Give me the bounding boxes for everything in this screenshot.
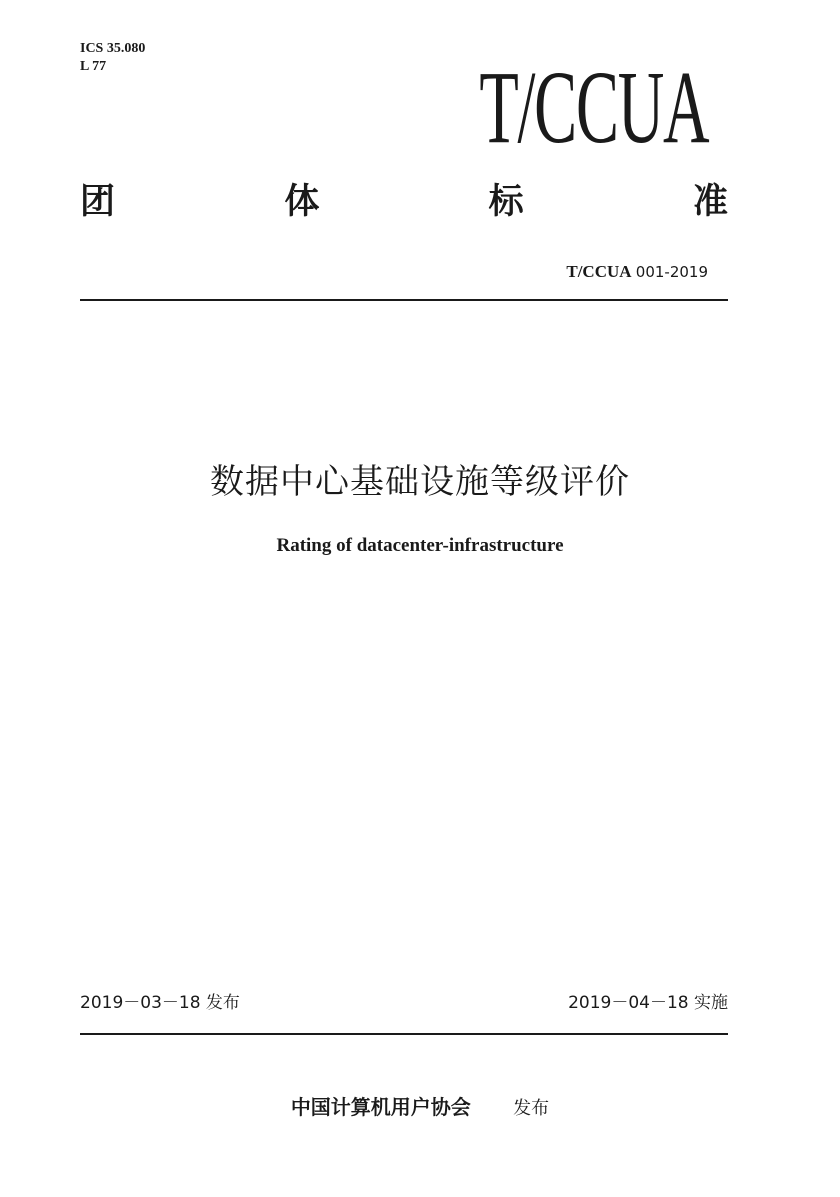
standard-type-heading	[80, 180, 728, 224]
document-title-chinese: 数据中心基础设施等级评价	[210, 462, 630, 502]
bottom-divider	[80, 1033, 728, 1035]
standard-number-value: 001-2019	[635, 263, 708, 281]
publisher-organization: 中国计算机用户协会	[290, 1095, 471, 1119]
standard-type-char: 准	[692, 182, 728, 222]
top-divider	[80, 299, 728, 301]
publisher-line	[0, 1092, 840, 1124]
association-logo-text: T/CCUA	[478, 50, 708, 165]
implementation-date: 2019－04－18 实施	[568, 993, 728, 1013]
ics-code: ICS 35.080	[80, 41, 146, 56]
standard-number-prefix: T/CCUA	[566, 262, 632, 281]
standard-type-char: 体	[284, 182, 320, 222]
standard-type-char: 团	[80, 182, 116, 222]
standard-number	[566, 262, 708, 282]
issue-date: 2019－03－18 发布	[80, 993, 240, 1013]
publisher-action: 发布	[513, 1098, 550, 1119]
document-title-english: Rating of datacenter-infrastructure	[276, 535, 564, 556]
ccs-code: L 77	[80, 59, 107, 74]
standard-type-char: 标	[488, 182, 524, 222]
classification-codes	[80, 40, 145, 76]
